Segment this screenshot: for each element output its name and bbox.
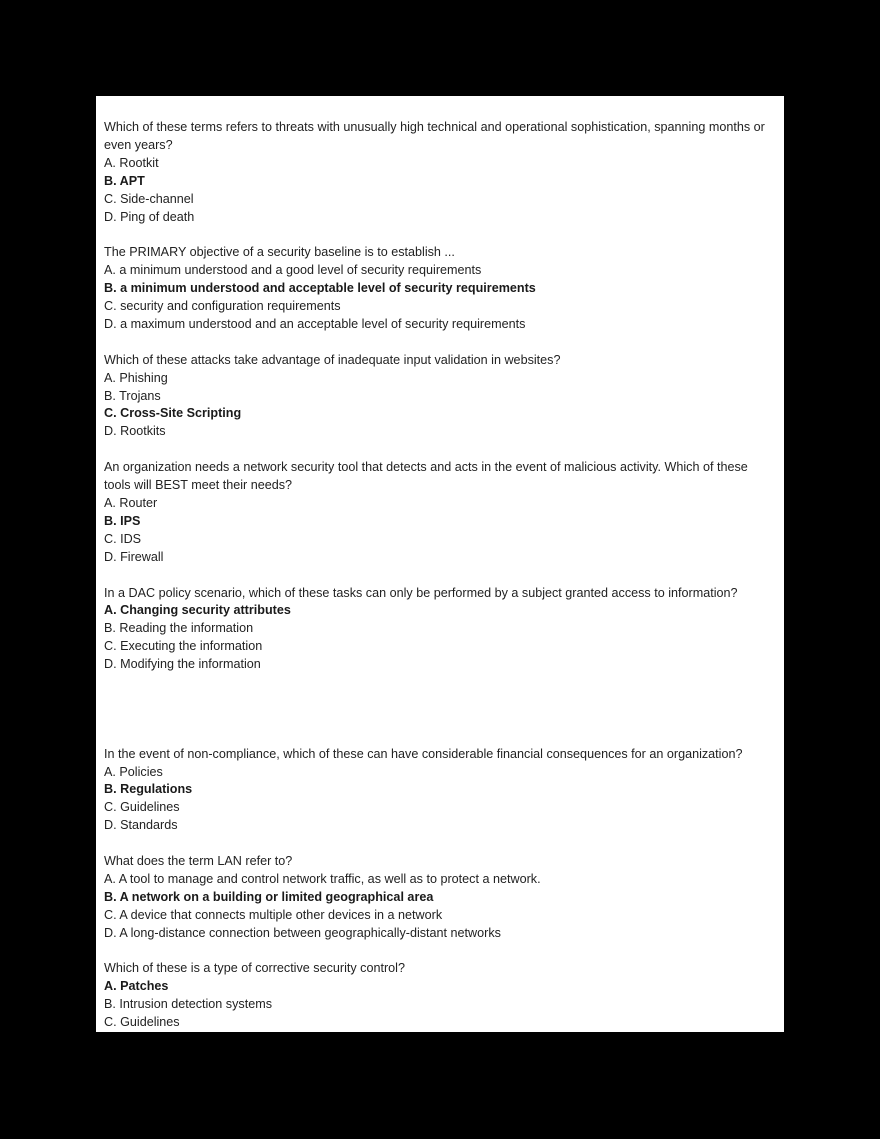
question-2: [104, 244, 774, 334]
question-6: [104, 746, 774, 836]
question-5: [104, 585, 774, 675]
option-b: B. Trojans: [104, 388, 161, 403]
question-text: The PRIMARY objective of a security baseline is to establish ...: [104, 245, 455, 260]
option-d: D. a maximum understood and an acceptable level of security requirements: [104, 316, 526, 331]
option-c: C. IDS: [104, 531, 142, 546]
option-d: D. Standards: [104, 818, 178, 833]
question-text: Which of these is a type of corrective security control?: [104, 961, 405, 976]
question-text: In a DAC policy scenario, which of these tasks can only be performed by a subject granted access to information?: [104, 585, 738, 600]
question-3: [104, 352, 774, 442]
option-c: C. Executing the information: [104, 639, 263, 654]
question-text: What does the term LAN refer to?: [104, 854, 293, 869]
option-a: A. Phishing: [104, 370, 168, 385]
question-4: [104, 459, 774, 566]
option-c-correct: C. Cross-Site Scripting: [104, 406, 242, 421]
option-b: B. Intrusion detection systems: [104, 997, 272, 1012]
option-c: C. security and configuration requirements: [104, 299, 341, 314]
question-text: Which of these attacks take advantage of inadequate input validation in websites?: [104, 352, 561, 367]
question-text: An organization needs a network security tool that detects and acts in the event of malicious activity. Which of these tools will BEST meet their needs?: [104, 460, 748, 493]
option-a-correct: A. Changing security attributes: [104, 603, 291, 618]
question-list: [104, 119, 774, 1032]
option-b-correct: B. a minimum understood and acceptable level of security requirements: [104, 281, 536, 296]
option-b: B. Reading the information: [104, 621, 254, 636]
option-d: D. Rootkits: [104, 424, 166, 439]
option-c: C. Guidelines: [104, 1015, 180, 1030]
option-a-correct: A. Patches: [104, 979, 169, 994]
option-a: A. Rootkit: [104, 155, 159, 170]
question-7: [104, 853, 774, 943]
option-d: D. Ping of death: [104, 209, 195, 224]
option-b-correct: B. APT: [104, 173, 145, 188]
option-d: D. Firewall: [104, 549, 164, 564]
question-8: [104, 960, 774, 1032]
option-a: A. Router: [104, 495, 158, 510]
document-page: [96, 96, 784, 1032]
option-a: A. a minimum understood and a good level of security requirements: [104, 263, 482, 278]
option-d: D. A long-distance connection between geographically-distant networks: [104, 925, 501, 940]
question-text: Which of these terms refers to threats with unusually high technical and operational sophistication, spanning months or even years?: [104, 120, 765, 152]
option-c: C. Guidelines: [104, 800, 180, 815]
option-d: D. Modifying the information: [104, 657, 261, 672]
option-b-correct: B. IPS: [104, 513, 141, 528]
option-b-correct: B. A network on a building or limited geographical area: [104, 889, 434, 904]
option-c: C. Side-channel: [104, 191, 194, 206]
option-a: A. Policies: [104, 764, 163, 779]
question-1: [104, 119, 774, 226]
option-a: A. A tool to manage and control network traffic, as well as to protect a network.: [104, 871, 541, 886]
option-b-correct: B. Regulations: [104, 782, 193, 797]
question-text: In the event of non-compliance, which of these can have considerable financial consequences for an organization?: [104, 746, 743, 761]
option-c: C. A device that connects multiple other devices in a network: [104, 907, 443, 922]
